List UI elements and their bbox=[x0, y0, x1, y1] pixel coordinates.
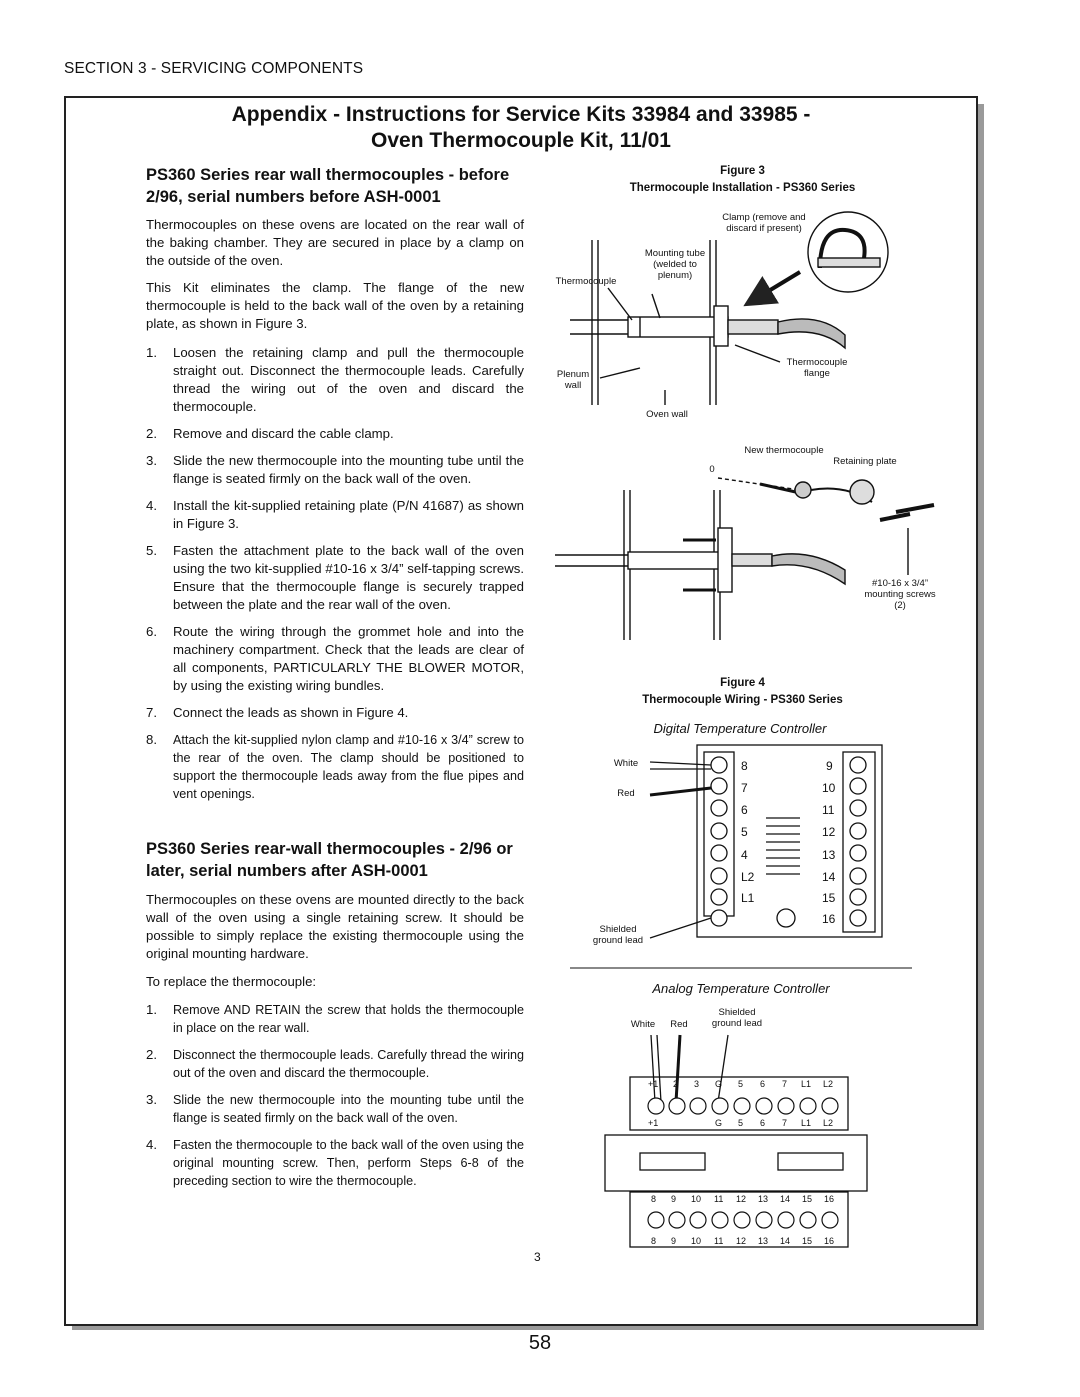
part1-para1: Thermocouples on these ovens are located on the rear wall of the baking chamber. They are secured in place by a clamp on the outside of the oven. bbox=[146, 217, 524, 268]
terminal-label: 9 bbox=[671, 1194, 677, 1204]
label-new-thermocouple: New thermocouple bbox=[744, 445, 824, 456]
step-number: 4. bbox=[146, 498, 157, 513]
terminal-label: 8 bbox=[651, 1236, 657, 1246]
detail-arrow bbox=[757, 272, 800, 298]
terminal-number: 4 bbox=[741, 848, 748, 862]
part1-para2: This Kit eliminates the clamp. The flange of the new thermocouple is held to the back wall of the oven by a retaining plate, as shown in Figure 3. bbox=[146, 280, 524, 331]
terminal-label: L1 bbox=[801, 1079, 812, 1089]
terminal-label: 9 bbox=[671, 1236, 677, 1246]
terminal-label: 13 bbox=[758, 1194, 769, 1204]
figure3-top-assembly bbox=[570, 212, 888, 405]
step-number: 3. bbox=[146, 1092, 157, 1107]
figure4-label: Figure 4 bbox=[720, 677, 765, 689]
terminal-label: 5 bbox=[738, 1079, 744, 1089]
label-mounting-tube: Mounting tube (welded to plenum) bbox=[644, 248, 706, 281]
analog-controller-title: Analog Temperature Controller bbox=[652, 981, 830, 996]
step-number: 7. bbox=[146, 705, 157, 720]
step-text: Fasten the thermocouple to the back wall of the oven using the original mounting screw. Then, perform Steps 6-8 of the preceding section to wire the thermocouple. bbox=[173, 1138, 524, 1188]
label-white-digital: White bbox=[613, 758, 639, 769]
label-zero-mark: 0 bbox=[709, 464, 715, 475]
thermocouple-body bbox=[728, 320, 778, 334]
step-text: Connect the leads as shown in Figure 4. bbox=[173, 705, 409, 720]
terminal-number: 16 bbox=[822, 912, 836, 926]
page-number-small: 3 bbox=[534, 1250, 541, 1264]
figure3-bottom-assembly bbox=[555, 478, 934, 640]
terminal-label: 16 bbox=[824, 1194, 835, 1204]
terminal-number: 13 bbox=[822, 848, 836, 862]
part2-para1: Thermocouples on these ovens are mounted directly to the back wall of the oven using a single retaining screw. It should be possible to simply replace the existing thermocouple using the original mounting hardware. bbox=[146, 892, 524, 961]
terminal-label: 14 bbox=[780, 1236, 791, 1246]
label-shielded-digital: Shielded ground lead bbox=[592, 924, 644, 946]
label-thermocouple-flange: Thermocouple flange bbox=[786, 357, 848, 379]
digital-controller-title: Digital Temperature Controller bbox=[653, 721, 827, 736]
terminal-number: 10 bbox=[822, 781, 836, 795]
terminal-label: +1 bbox=[648, 1079, 659, 1089]
terminal-number: 11 bbox=[822, 803, 835, 817]
label-mounting-screws: #10-16 x 3/4” mounting screws (2) bbox=[864, 578, 936, 611]
step-number: 6. bbox=[146, 624, 157, 639]
terminal-label: L1 bbox=[801, 1118, 812, 1128]
label-white-analog: White bbox=[630, 1019, 656, 1030]
label-red-analog: Red bbox=[670, 1019, 688, 1030]
terminal-label: 15 bbox=[802, 1236, 813, 1246]
step-text: Slide the new thermocouple into the mounting tube until the flange is seated firmly on the back wall of the oven. bbox=[173, 453, 524, 486]
step-number: 1. bbox=[146, 345, 157, 360]
terminal-number: L2 bbox=[741, 870, 755, 884]
page-title-line1: Appendix - Instructions for Service Kits 33984 and 33985 - bbox=[231, 103, 811, 126]
step-text: Attach the kit-supplied nylon clamp and #10-16 x 3/4” screw to the rear of the oven. The clamp should be positioned to support the thermocouple leads away from the flue pipes and vent openings. bbox=[173, 733, 524, 801]
part1-heading: PS360 Series rear wall thermocouples - before 2/96, serial numbers before ASH-0001 bbox=[146, 166, 510, 206]
figure4-caption: Thermocouple Wiring - PS360 Series bbox=[642, 694, 843, 706]
terminal-label: L2 bbox=[823, 1079, 834, 1089]
label-clamp: Clamp (remove and discard if present) bbox=[722, 212, 806, 234]
terminal-label: 6 bbox=[760, 1118, 766, 1128]
terminal-label: G bbox=[715, 1118, 723, 1128]
terminal-number: 6 bbox=[741, 803, 748, 817]
terminal-label: L2 bbox=[823, 1118, 834, 1128]
step-number: 3. bbox=[146, 453, 157, 468]
terminal-label: 7 bbox=[782, 1079, 788, 1089]
terminal-label: 5 bbox=[738, 1118, 744, 1128]
label-shielded-analog: Shielded ground lead bbox=[711, 1007, 763, 1029]
step-text: Loosen the retaining clamp and pull the thermocouple straight out. Disconnect the thermocouple leads. Carefully thread the wiring out of the oven and discard the thermocouple. bbox=[173, 345, 524, 414]
terminal-label: 11 bbox=[714, 1236, 724, 1246]
digital-controller bbox=[650, 745, 882, 938]
terminal-number: 12 bbox=[822, 825, 836, 839]
step-text: Route the wiring through the grommet hole and into the machinery compartment. Check that the leads are clear of all components, PARTICULARLY THE BLOWER MOTOR, by using the existing wiring bundles. bbox=[173, 624, 524, 693]
terminal-number: L1 bbox=[741, 891, 755, 905]
label-red-digital: Red bbox=[617, 788, 635, 799]
page-number-big: 58 bbox=[528, 1332, 552, 1354]
terminal-label: 11 bbox=[714, 1194, 724, 1204]
terminal-label: 7 bbox=[782, 1118, 788, 1128]
terminal-label: 13 bbox=[758, 1236, 769, 1246]
terminal-number: 7 bbox=[741, 781, 748, 795]
mounting-tube bbox=[628, 317, 728, 337]
step-text: Disconnect the thermocouple leads. Carefully thread the wiring out of the oven and discard the thermocouple. bbox=[173, 1048, 524, 1080]
terminal-label: 3 bbox=[694, 1079, 700, 1089]
label-oven-wall: Oven wall bbox=[646, 409, 688, 420]
step-text: Fasten the attachment plate to the back wall of the oven using the two kit-supplied #10-16 x 3/4” self-tapping screws. Ensure that the thermocouple flange is securely trapped between the plate and the rear wall of the oven. bbox=[173, 543, 524, 612]
part2-para2: To replace the thermocouple: bbox=[146, 974, 317, 989]
terminal-label: 15 bbox=[802, 1194, 813, 1204]
step-text: Remove AND RETAIN the screw that holds the thermocouple in place on the rear wall. bbox=[173, 1003, 524, 1035]
terminal-label: G bbox=[715, 1079, 723, 1089]
step-text: Install the kit-supplied retaining plate (P/N 41687) as shown in Figure 3. bbox=[173, 498, 524, 531]
terminal-label: 12 bbox=[736, 1194, 747, 1204]
page-title-line2: Oven Thermocouple Kit, 11/01 bbox=[371, 129, 671, 152]
step-text: Slide the new thermocouple into the mounting tube until the flange is seated firmly on the back wall of the oven. bbox=[173, 1093, 524, 1125]
terminal-label: 2 bbox=[673, 1079, 679, 1089]
step-text: Remove and discard the cable clamp. bbox=[173, 426, 394, 441]
part2-heading: PS360 Series rear-wall thermocouples - 2/96 or later, serial numbers after ASH-0001 bbox=[146, 840, 513, 880]
terminal-number: 14 bbox=[822, 870, 836, 884]
terminal-label: +1 bbox=[648, 1118, 659, 1128]
terminal-label: 10 bbox=[691, 1194, 702, 1204]
terminal-label: 12 bbox=[736, 1236, 747, 1246]
terminal-number: 5 bbox=[741, 825, 748, 839]
label-plenum-wall: Plenum wall bbox=[556, 369, 590, 391]
step-number: 1. bbox=[146, 1002, 157, 1017]
step-number: 2. bbox=[146, 426, 157, 441]
retaining-plate bbox=[718, 528, 732, 592]
terminal-label: 6 bbox=[760, 1079, 766, 1089]
step-number: 4. bbox=[146, 1137, 157, 1152]
step-number: 8. bbox=[146, 732, 157, 747]
figure3-caption: Thermocouple Installation - PS360 Series bbox=[629, 182, 856, 194]
label-retaining-plate: Retaining plate bbox=[833, 456, 897, 467]
label-thermocouple: Thermocouple bbox=[555, 276, 617, 287]
terminal-number: 8 bbox=[741, 759, 748, 773]
step-number: 5. bbox=[146, 543, 157, 558]
terminal-number: 9 bbox=[826, 759, 833, 773]
terminal-label: 16 bbox=[824, 1236, 835, 1246]
flange bbox=[714, 306, 728, 346]
terminal-number: 15 bbox=[822, 891, 836, 905]
terminal-label: 8 bbox=[651, 1194, 657, 1204]
new-flange bbox=[795, 482, 811, 498]
section-header: SECTION 3 - SERVICING COMPONENTS bbox=[64, 60, 364, 77]
step-number: 2. bbox=[146, 1047, 157, 1062]
terminal-label: 10 bbox=[691, 1236, 702, 1246]
terminal-label: 14 bbox=[780, 1194, 791, 1204]
figure3-label: Figure 3 bbox=[720, 165, 765, 177]
